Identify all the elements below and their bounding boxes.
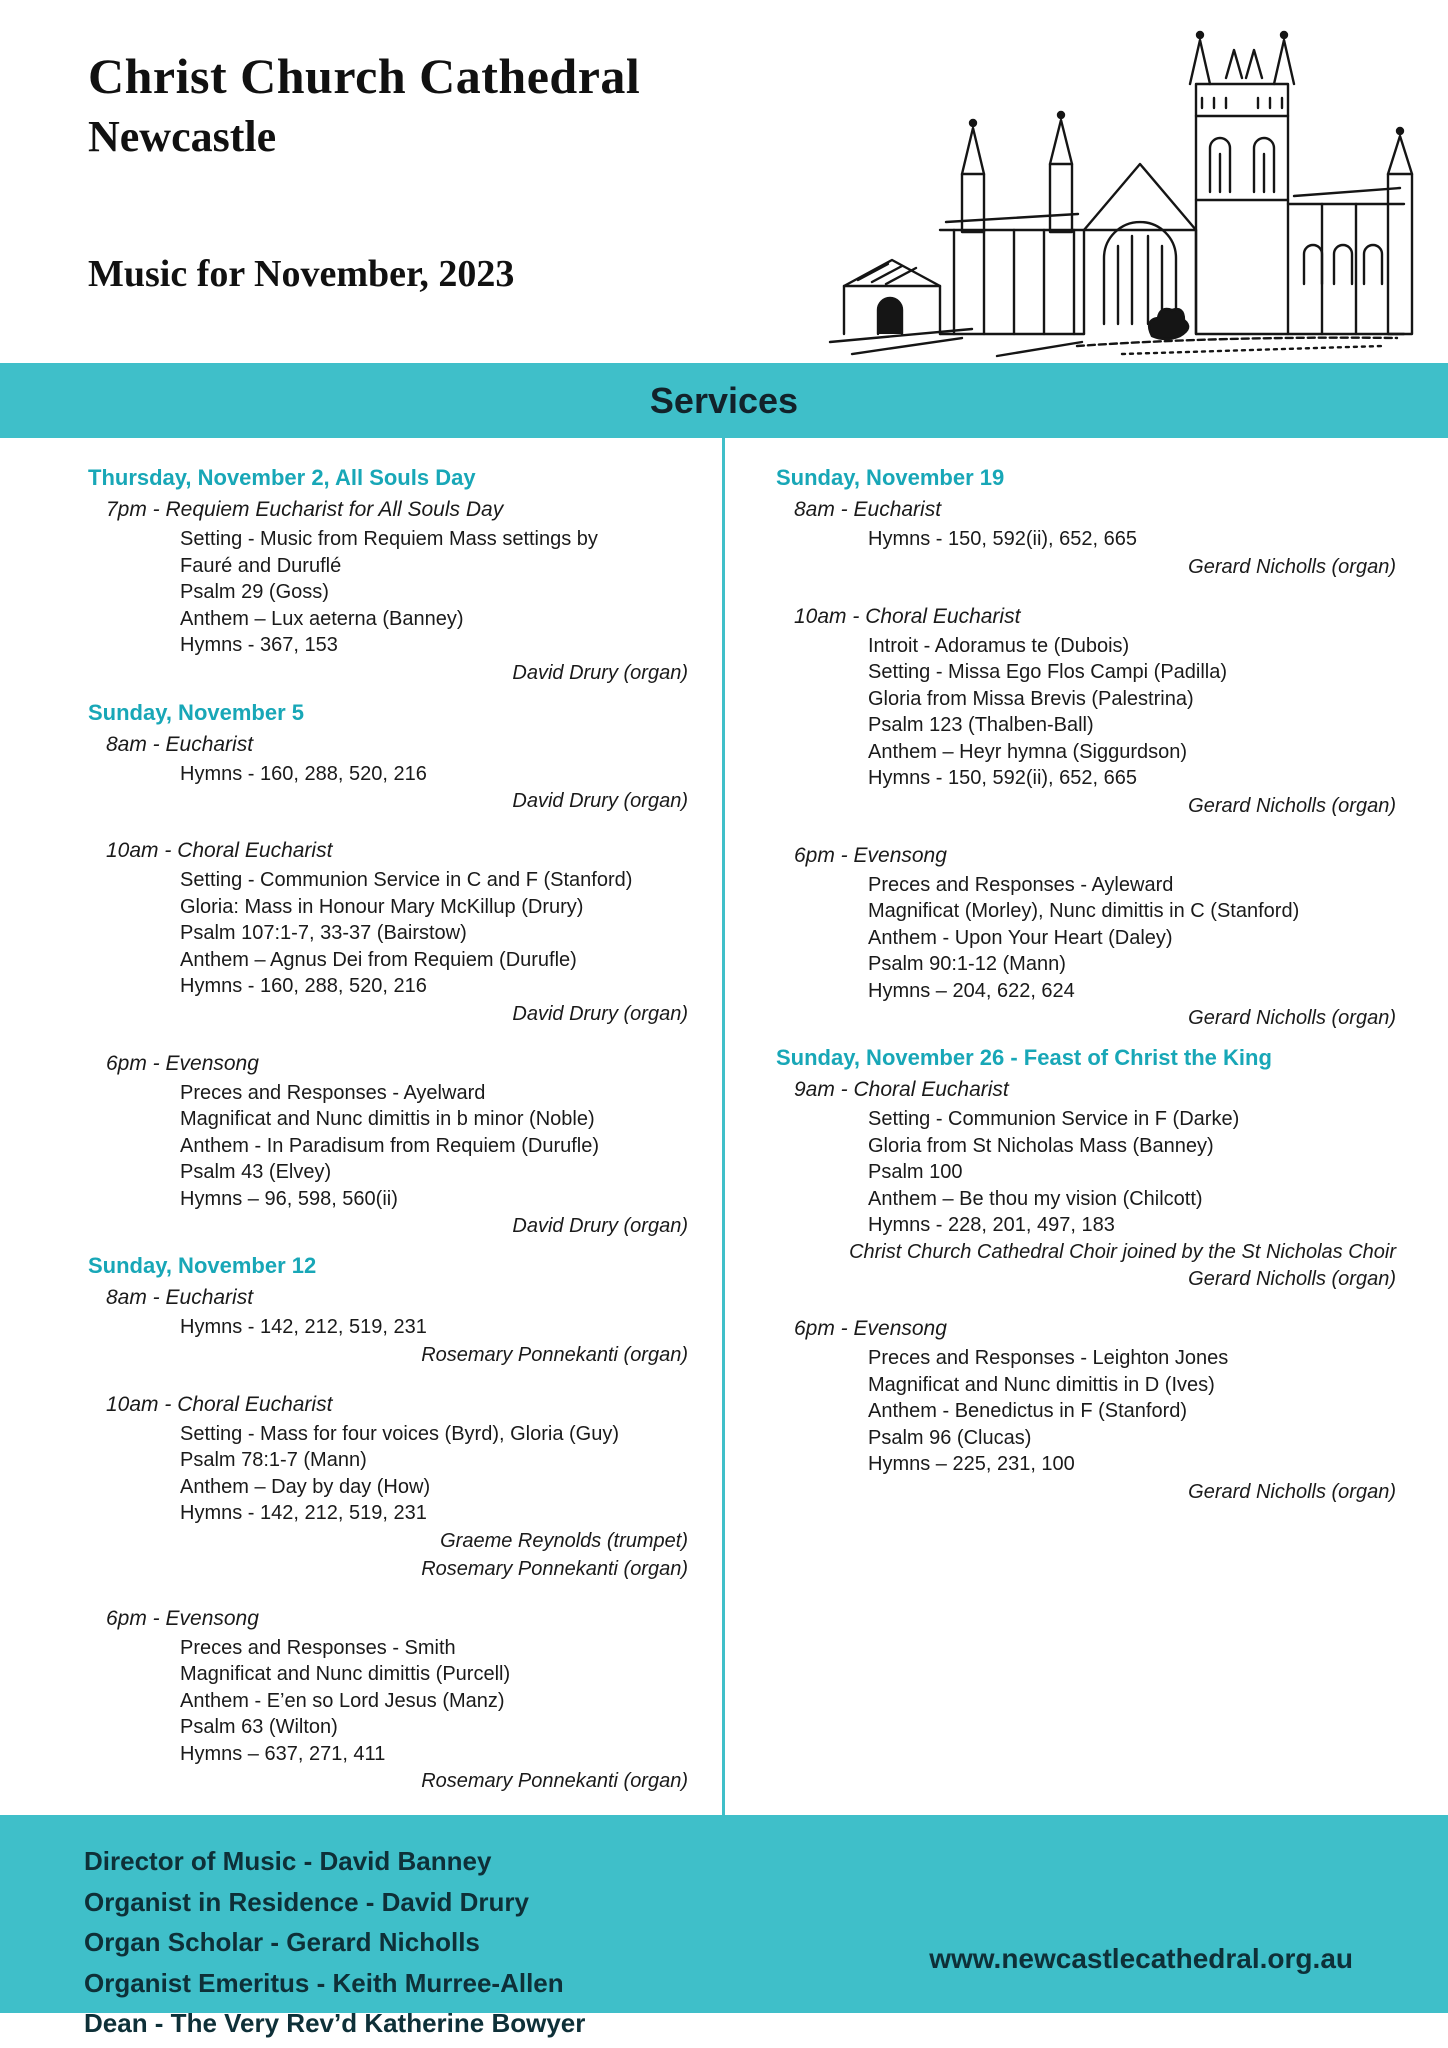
service-time-title: 8am - Eucharist [106,1286,254,1309]
service-block [88,1605,688,1796]
staff-line: Organ Scholar - Gerard Nicholls [84,1927,480,1957]
staff-line: Director of Music - David Banney [84,1846,492,1876]
service-detail-line: Psalm 96 (Clucas) [868,1426,1032,1449]
service-detail-line: Gloria from St Nicholas Mass (Banney) [868,1134,1214,1157]
musician-credit: David Drury (organ) [512,1002,688,1025]
services-banner [0,363,1448,438]
footer [0,1815,1448,2038]
service-block [88,496,688,687]
service-detail-line: Hymns - 142, 212, 519, 231 [180,1316,427,1338]
service-detail-line: Setting - Communion Service in F (Darke) [868,1108,1240,1130]
service-detail-line: Setting - Communion Service in C and F (Stanford) [180,869,633,891]
service-date-heading: Sunday, November 19 [776,465,1005,490]
service-date-heading: Sunday, November 5 [88,699,304,725]
service-detail-line: Anthem – Be thou my vision (Chilcott) [868,1187,1203,1210]
staff-line: Dean - The Very Rev’d Katherine Bowyer [84,2008,586,2038]
service-block [776,1315,1396,1506]
service-block [776,603,1396,820]
service-detail-line: Hymns - 160, 288, 520, 216 [180,762,427,785]
service-detail-line: Psalm 43 (Elvey) [180,1161,332,1183]
musician-credit: Gerard Nicholls (organ) [1188,555,1396,578]
service-block [88,1391,688,1583]
service-block [88,1050,688,1241]
service-detail-line: Hymns - 367, 153 [180,634,338,656]
service-time-title: 8am - Eucharist [794,498,942,521]
service-time-title: 7pm - Requiem Eucharist for All Souls Day [106,498,504,521]
service-detail-line: Setting - Music from Requiem Mass settings by [180,528,598,550]
service-detail-line: Preces and Responses - Smith [180,1636,456,1659]
service-detail-line: Magnificat and Nunc dimittis (Purcell) [180,1663,511,1685]
service-detail-line: Psalm 90:1-12 (Mann) [868,953,1066,975]
service-time-title: 10am - Choral Eucharist [106,1392,333,1416]
service-time-title: 6pm - Evensong [794,1317,947,1340]
service-detail-line: Anthem - Benedictus in F (Stanford) [868,1400,1188,1422]
service-detail-line: Anthem – Day by day (How) [180,1475,431,1498]
musician-credit: Gerard Nicholls (organ) [1188,1007,1396,1029]
service-detail-line: Psalm 63 (Wilton) [180,1716,338,1738]
service-block [88,1284,688,1369]
service-time-title: 8am - Eucharist [106,732,254,756]
service-detail-line: Preces and Responses - Leighton Jones [868,1347,1229,1369]
service-time-title: 6pm - Evensong [106,1606,259,1630]
service-detail-line: Hymns - 160, 288, 520, 216 [180,975,427,997]
service-detail-line: Hymns - 142, 212, 519, 231 [180,1502,427,1524]
service-detail-line: Preces and Responses - Ayelward [180,1081,486,1104]
service-detail-line: Psalm 29 (Goss) [180,581,329,603]
staff-line: Organist in Residence - David Drury [84,1886,530,1917]
service-detail-line: Anthem – Agnus Dei from Requiem (Durufle) [180,948,577,971]
service-date-heading: Sunday, November 12 [88,1253,317,1278]
service-time-title: 10am - Choral Eucharist [106,839,333,862]
service-detail-line: Anthem – Heyr hymna (Siggurdson) [868,740,1188,763]
service-detail-line: Anthem - In Paradisum from Requiem (Durufle) [180,1134,600,1157]
service-day [776,464,1396,1032]
service-detail-line: Magnificat and Nunc dimittis in D (Ives) [868,1373,1215,1396]
musician-credit: Rosemary Ponnekanti (organ) [421,1343,688,1366]
service-detail-line: Hymns - 150, 592(ii), 652, 665 [868,528,1138,550]
service-detail-line: Anthem – Lux aeterna (Banney) [180,607,464,630]
service-detail-line: Setting - Mass for four voices (Byrd), Gloria (Guy) [180,1422,620,1445]
service-detail-line: Gloria: Mass in Honour Mary McKillup (Drury) [180,895,584,918]
cathedral-title: Christ Church Cathedral [88,48,641,104]
column-divider [722,438,725,1815]
musician-credit: David Drury (organ) [512,661,688,684]
service-note: Christ Church Cathedral Choir joined by the St Nicholas Choir [849,1240,1396,1263]
musician-credit: David Drury (organ) [512,790,688,812]
service-time-title: 6pm - Evensong [794,843,947,867]
service-detail-line: Hymns – 637, 271, 411 [180,1742,386,1765]
staff-list [84,1841,585,2044]
service-date-heading: Sunday, November 26 - Feast of Christ the King [776,1045,1272,1070]
service-detail-line: Gloria from Missa Brevis (Palestrina) [868,687,1194,710]
service-block [776,842,1396,1033]
musician-credit: David Drury (organ) [512,1215,688,1237]
service-detail-line: Hymns – 225, 231, 100 [868,1453,1075,1475]
musician-credit: Gerard Nicholls (organ) [1188,1268,1396,1290]
service-detail-line: Hymns – 96, 598, 560(ii) [180,1187,398,1210]
services-banner-title: Services [649,379,799,421]
service-detail-line: Magnificat (Morley), Nunc dimittis in C (Stanford) [868,900,1300,922]
service-day [776,1044,1396,1506]
service-time-title: 10am - Choral Eucharist [794,604,1021,628]
musician-credit: Rosemary Ponnekanti (organ) [421,1770,688,1792]
musician-credit: Gerard Nicholls (organ) [1188,1480,1396,1503]
service-detail-line: Preces and Responses - Ayleward [868,873,1174,896]
service-time-title: 6pm - Evensong [106,1051,259,1075]
service-detail-line: Magnificat and Nunc dimittis in b minor (Noble) [180,1108,595,1130]
music-month-title: Music for November, 2023 [88,253,515,295]
service-day [88,464,688,687]
services-column-left [88,464,688,1807]
cathedral-illustration [822,24,1422,364]
service-detail-line: Setting - Missa Ego Flos Campi (Padilla) [868,661,1228,683]
musician-credit: Rosemary Ponnekanti (organ) [421,1557,688,1580]
service-detail-line: Anthem - Upon Your Heart (Daley) [868,926,1173,949]
service-detail-line: Anthem - E’en so Lord Jesus (Manz) [180,1689,505,1712]
service-block [776,496,1396,581]
service-detail-line: Introit - Adoramus te (Dubois) [868,634,1130,657]
service-block [776,1076,1396,1293]
musician-credit: Gerard Nicholls (organ) [1188,794,1396,817]
service-date-heading: Thursday, November 2, All Souls Day [88,465,476,490]
service-detail-line: Fauré and Duruflé [180,554,342,577]
service-day [88,1252,688,1795]
service-time-title: 9am - Choral Eucharist [794,1078,1009,1101]
website-link: www.newcastlecathedral.org.au [929,1943,1353,1974]
service-detail-line: Hymns - 228, 201, 497, 183 [868,1214,1115,1236]
service-day [88,699,688,1241]
services-content [0,438,1448,1815]
musician-credit: Graeme Reynolds (trumpet) [440,1529,688,1552]
service-detail-line: Hymns - 150, 592(ii), 652, 665 [868,767,1138,789]
service-block [88,731,688,816]
service-block [88,837,688,1028]
service-detail-line: Psalm 100 [868,1161,963,1183]
services-column-right [776,464,1396,1518]
service-detail-line: Psalm 123 (Thalben-Ball) [868,714,1094,736]
service-detail-line: Psalm 107:1-7, 33-37 (Bairstow) [180,922,467,944]
cathedral-city: Newcastle [88,112,277,161]
staff-line: Organist Emeritus - Keith Murree-Allen [84,1967,564,1998]
service-detail-line: Psalm 78:1-7 (Mann) [180,1449,367,1471]
service-detail-line: Hymns – 204, 622, 624 [868,979,1075,1002]
